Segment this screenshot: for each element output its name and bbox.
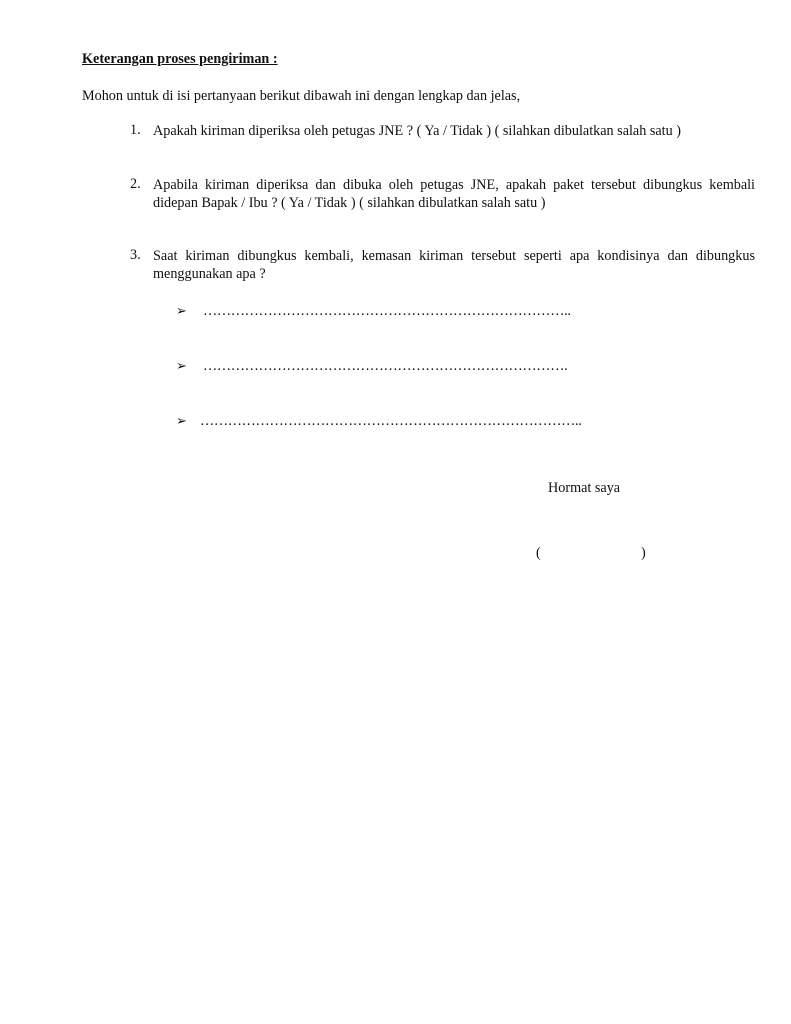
intro-text: Mohon untuk di isi pertanyaan berikut dibawah ini dengan lengkap dan jelas, xyxy=(82,88,521,104)
signature-close-paren: ) xyxy=(641,545,646,561)
question-number: 3. xyxy=(130,247,141,263)
section-title: Keterangan proses pengiriman : xyxy=(82,51,278,67)
answer-dots[interactable]: ……………………………………………………………………. xyxy=(203,358,568,374)
arrow-bullet-icon: ➢ xyxy=(176,303,187,318)
question-text: Apabila kiriman diperiksa dan dibuka oleh petugas JNE, apakah paket tersebut dibungkus kembali didepan Bapak / Ibu ? ( Ya / Tidak ) ( silahkan dibulatkan salah satu ) xyxy=(153,177,755,211)
question-number: 2. xyxy=(130,176,141,192)
arrow-bullet-icon: ➢ xyxy=(176,358,187,373)
signature-open-paren: ( xyxy=(536,545,541,561)
answer-dots[interactable]: ……………………………………………………………………….. xyxy=(200,413,582,429)
question-text: Apakah kiriman diperiksa oleh petugas JNE ? ( Ya / Tidak ) ( silahkan dibulatkan salah satu ) xyxy=(153,123,681,139)
answer-dots[interactable]: …………………………………………………………………….. xyxy=(203,303,571,319)
question-number: 1. xyxy=(130,122,141,138)
arrow-bullet-icon: ➢ xyxy=(176,413,187,428)
question-text: Saat kiriman dibungkus kembali, kemasan kiriman tersebut seperti apa kondisinya dan dibungkus menggunakan apa ? xyxy=(153,248,755,282)
closing-text: Hormat saya xyxy=(548,480,621,496)
